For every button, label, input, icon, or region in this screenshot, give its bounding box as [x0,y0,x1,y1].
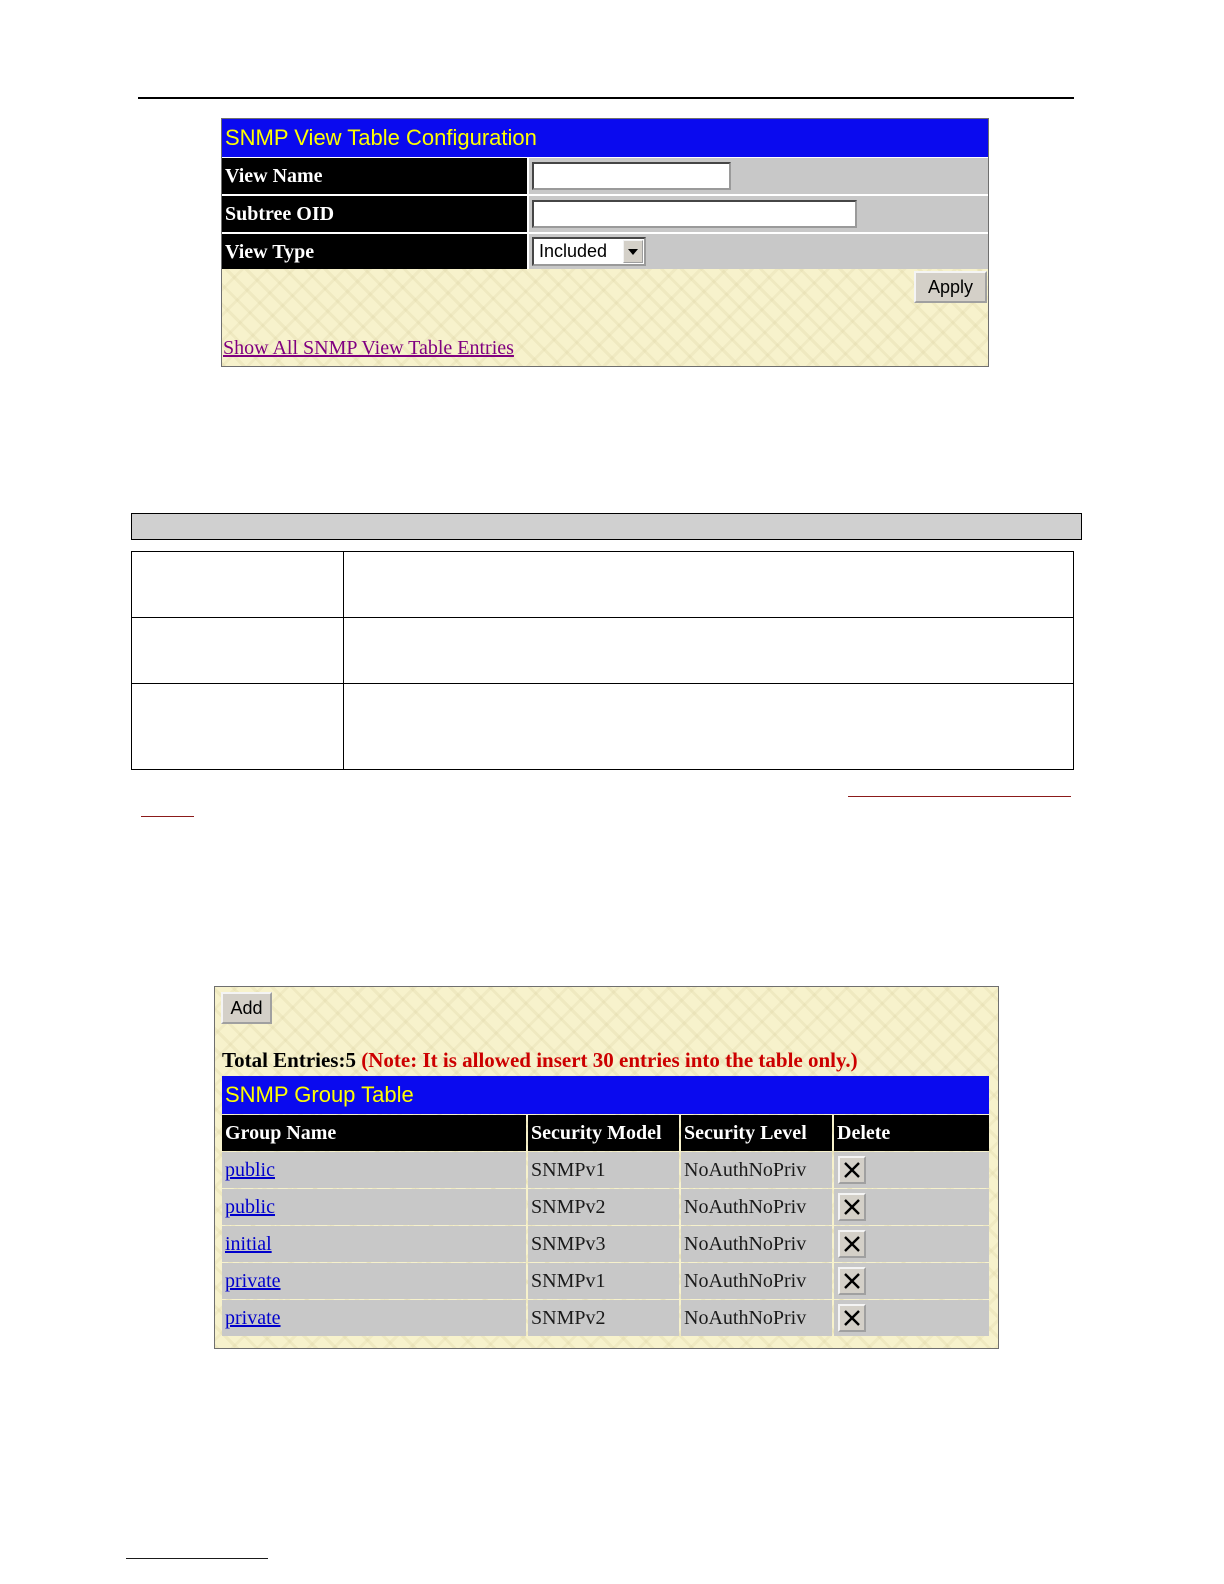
view-type-row [222,234,988,271]
view-type-selected: Included [539,241,608,261]
security-model-cell: SNMPv1 [528,1263,679,1299]
group-name-link[interactable]: initial [225,1233,272,1255]
group-name-link[interactable]: private [225,1307,281,1329]
table-header-row [222,1115,989,1151]
group-name-cell [222,1226,526,1262]
group-name-cell [222,1300,526,1336]
subtree-oid-row [222,196,988,233]
column-header-security-model: Security Model [528,1115,679,1151]
group-name-cell [222,1189,526,1225]
delete-cell [834,1263,989,1299]
row-divider [132,617,1073,618]
close-x-icon [843,1272,861,1290]
apply-button[interactable]: Apply [914,271,987,303]
security-model-cell: SNMPv2 [528,1300,679,1336]
delete-cell [834,1300,989,1336]
group-name-link[interactable]: public [225,1159,275,1181]
link-underline [141,816,194,817]
view-name-row [222,158,988,195]
subtree-oid-cell [529,196,988,232]
security-model-cell: SNMPv2 [528,1189,679,1225]
delete-button[interactable] [838,1156,866,1184]
security-level-cell: NoAuthNoPriv [681,1300,832,1336]
form-footer [222,269,988,366]
column-divider [343,552,344,769]
show-all-view-entries-link[interactable]: Show All SNMP View Table Entries [223,337,514,359]
link-underline [848,796,1071,797]
delete-button[interactable] [838,1267,866,1295]
group-table-panel [214,986,999,1349]
page-header-rule [138,97,1074,99]
view-name-cell [529,158,988,194]
close-x-icon [843,1235,861,1253]
view-type-select[interactable] [532,237,646,266]
add-button[interactable]: Add [221,992,272,1024]
group-table-title: SNMP Group Table [222,1076,989,1114]
view-type-cell [529,234,988,270]
delete-button[interactable] [838,1230,866,1258]
subtree-oid-label: Subtree OID [222,196,527,232]
security-level-cell: NoAuthNoPriv [681,1189,832,1225]
close-x-icon [843,1198,861,1216]
total-entries-count: Total Entries:5 [222,1048,356,1072]
page-footer-rule [126,1558,268,1559]
panel-title: SNMP View Table Configuration [222,119,988,157]
security-level-cell: NoAuthNoPriv [681,1263,832,1299]
group-name-link[interactable]: public [225,1196,275,1218]
group-name-link[interactable]: private [225,1270,281,1292]
total-entries [222,1048,858,1073]
column-header-security-level: Security Level [681,1115,832,1151]
subtree-oid-input[interactable] [532,200,857,228]
table-row [222,1226,989,1262]
table-row [222,1263,989,1299]
delete-button[interactable] [838,1193,866,1221]
table-row [222,1152,989,1188]
view-config-panel [221,118,989,367]
parameter-table-header [131,513,1082,540]
close-x-icon [843,1161,861,1179]
delete-cell [834,1226,989,1262]
close-x-icon [843,1309,861,1327]
view-name-input[interactable] [532,162,731,190]
delete-cell [834,1152,989,1188]
security-model-cell: SNMPv3 [528,1226,679,1262]
column-header-group-name: Group Name [222,1115,526,1151]
delete-cell [834,1189,989,1225]
group-name-cell [222,1263,526,1299]
row-divider [132,683,1073,684]
delete-button[interactable] [838,1304,866,1332]
group-name-cell [222,1152,526,1188]
group-table [222,1115,989,1337]
parameter-table [131,551,1074,770]
chevron-down-icon[interactable] [623,240,643,263]
view-type-label: View Type [222,234,527,270]
table-row [222,1189,989,1225]
table-row [222,1300,989,1336]
entries-note: (Note: It is allowed insert 30 entries into the table only.) [361,1048,858,1072]
view-name-label: View Name [222,158,527,194]
security-model-cell: SNMPv1 [528,1152,679,1188]
security-level-cell: NoAuthNoPriv [681,1152,832,1188]
security-level-cell: NoAuthNoPriv [681,1226,832,1262]
column-header-delete: Delete [834,1115,989,1151]
